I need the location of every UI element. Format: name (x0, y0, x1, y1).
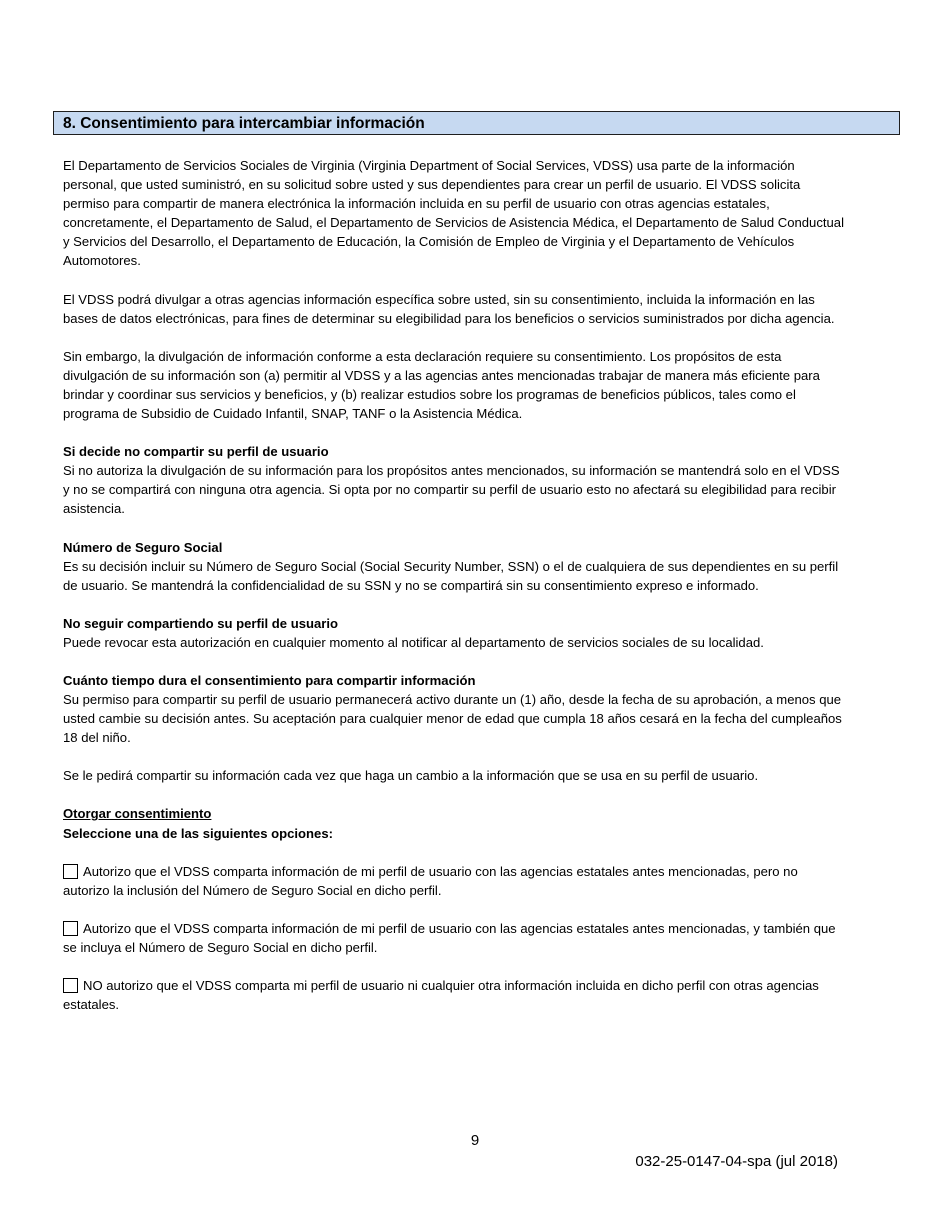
consent-block (63, 804, 845, 842)
section-header (53, 111, 900, 135)
page-number: 9 (470, 1132, 480, 1149)
consent-instruction: Seleccione una de las siguientes opciones: (63, 825, 333, 841)
consent-heading: Otorgar consentimiento (63, 806, 212, 822)
consent-option-label: Autorizo que el VDSS comparta información de mi perfil de usuario con las agencias estatales antes mencionadas, pero no autorizo la inclusión del Número de Seguro Social en dicho perfil. (63, 863, 798, 898)
subsection-duration (63, 671, 845, 747)
consent-checkbox-1[interactable] (63, 864, 78, 879)
subsection-body: Su permiso para compartir su perfil de usuario permanecerá activo durante un (1) año, desde la fecha de su aprobación, a menos que usted cambie su decisión antes. Su aceptación para cualquier menor de edad que cumpla 18 años cesará en la fecha del cumpleaños 18 del niño. (63, 692, 842, 746)
subsection-ssn (63, 538, 845, 595)
consent-option-share-without-ssn[interactable] (63, 862, 845, 900)
consent-option-label: NO autorizo que el VDSS comparta mi perfil de usuario ni cualquier otra información incluida en dicho perfil con otras agencias estatales. (63, 978, 819, 1013)
subsection-body: Puede revocar esta autorización en cualquier momento al notificar al departamento de servicios sociales de su localidad. (63, 634, 764, 650)
intro-paragraph-3: Sin embargo, la divulgación de información conforme a esta declaración requiere su consentimiento. Los propósitos de esta divulgación de su información son (a) permitir al VDSS y a las agencias antes mencionadas trabajar de manera más eficiente para brindar y coordinar sus servicios y beneficios, y (b) realizar estudios sobre los programas de beneficios públicos, tales como el programa de Subsidio de Cuidado Infantil, SNAP, TANF o la Asistencia Médica. (63, 348, 820, 422)
subsection-heading: No seguir compartiendo su perfil de usuario (63, 615, 339, 631)
consent-checkbox-3[interactable] (63, 978, 78, 993)
consent-option-do-not-share[interactable] (63, 976, 845, 1014)
consent-checkbox-2[interactable] (63, 921, 78, 936)
update-notice: Se le pedirá compartir su información cada vez que haga un cambio a la información que se usa en su perfil de usuario. (63, 768, 759, 784)
subsection-heading: Cuánto tiempo dura el consentimiento para compartir información (63, 672, 476, 688)
intro-paragraph-1: El Departamento de Servicios Sociales de Virginia (Virginia Department of Social Services, VDSS) usa parte de la información personal, que usted suministró, en su solicitud sobre usted y sus dependientes para crear un perfil de usuario. El VDSS solicita permiso para compartir de manera electrónica la información incluida en su perfil de usuario con otras agencias estatales, concretamente, el Departamento de Salud, el Departamento de Servicios de Asistencia Médica, el Departamento de Salud Conductual y Servicios del Desarrollo, el Departamento de Educación, la Comisión de Empleo de Virginia y el Departamento de Vehículos Automotores. (63, 158, 844, 269)
subsection-heading: Número de Seguro Social (63, 539, 223, 555)
subsection-body: Es su decisión incluir su Número de Seguro Social (Social Security Number, SSN) o el de cualquiera de sus dependientes en su perfil de usuario. Se mantendrá la confidencialidad de su SSN y no se compartirá sin su consentimiento expreso e informado. (63, 558, 839, 593)
section-title: 8. Consentimiento para intercambiar información (63, 115, 425, 132)
subsection-heading: Si decide no compartir su perfil de usuario (63, 444, 329, 460)
consent-option-share-with-ssn[interactable] (63, 919, 845, 957)
subsection-no-share (63, 442, 845, 518)
subsection-body: Si no autoriza la divulgación de su información para los propósitos antes mencionados, su información se mantendrá solo en el VDSS y no se compartirá con ninguna otra agencia. Si opta por no compartir su perfil de usuario esto no afectará su elegibilidad para recibir asistencia. (63, 463, 840, 517)
intro-paragraph-2: El VDSS podrá divulgar a otras agencias información específica sobre usted, sin su consentimiento, incluida la información en las bases de datos electrónicas, para fines de determinar su elegibilidad para los beneficios o servicios suministrados por dicha agencia. (63, 291, 835, 326)
form-code: 032-25-0147-04-spa (jul 2018) (635, 1153, 838, 1170)
document-body (63, 156, 845, 1033)
consent-option-label: Autorizo que el VDSS comparta información de mi perfil de usuario con las agencias estatales antes mencionadas, y también que se incluya el Número de Seguro Social en dicho perfil. (63, 920, 836, 955)
subsection-revoke (63, 614, 845, 652)
